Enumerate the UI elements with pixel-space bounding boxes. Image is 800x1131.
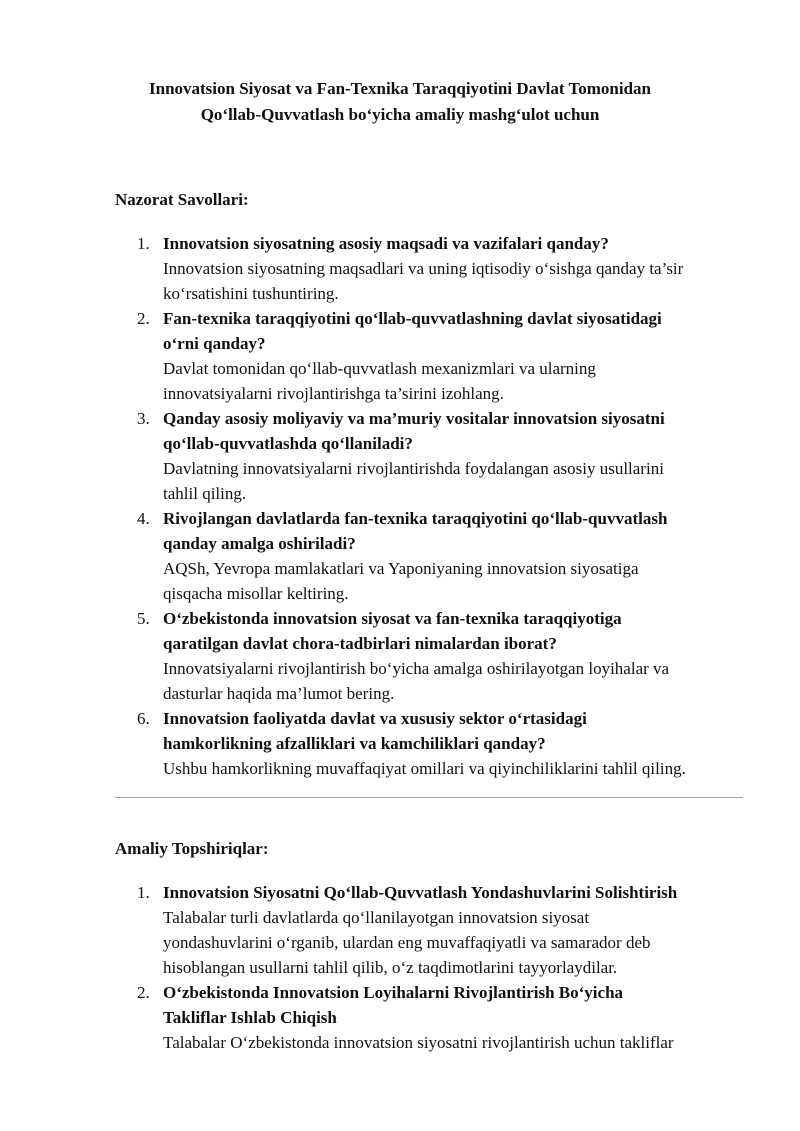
item-description-line: qisqacha misollar keltiring. [163, 584, 349, 603]
list-item [115, 706, 755, 781]
item-description-line: Davlat tomonidan qo‘llab-quvvatlash mexanizmlari va ularning [163, 359, 596, 378]
title-line-1: Innovatsion Siyosat va Fan-Texnika Taraqqiyotini Davlat Tomonidan [149, 79, 651, 98]
item-number: 2. [137, 983, 150, 1002]
document-title [60, 76, 740, 128]
item-description-line: Davlatning innovatsiyalarni rivojlantirishda foydalangan asosiy usullarini [163, 459, 664, 478]
item-question-line: qanday amalga oshiriladi? [163, 534, 356, 553]
item-question-line: Innovatsion siyosatning asosiy maqsadi va vazifalari qanday? [163, 234, 609, 253]
item-description-line: yondashuvlarini o‘rganib, ulardan eng muvaffaqiyatli va samarador deb [163, 933, 651, 952]
list-item [115, 406, 755, 506]
item-number: 1. [137, 234, 150, 253]
list-item [115, 880, 755, 980]
amaliy-list [115, 880, 755, 1055]
title-line-2: Qo‘llab-Quvvatlash bo‘yicha amaliy mashg‘ulot uchun [200, 105, 600, 124]
item-description-line: innovatsiyalarni rivojlantirishga ta’sirini izohlang. [163, 384, 504, 403]
item-description-line: Talabalar turli davlatlarda qo‘llanilayotgan innovatsion siyosat [163, 908, 590, 927]
item-number: 4. [137, 509, 150, 528]
item-question-line: o‘rni qanday? [163, 334, 266, 353]
item-question-line: qo‘llab-quvvatlashda qo‘llaniladi? [163, 434, 413, 453]
item-description-line: hisoblangan usullarni tahlil qilib, o‘z taqdimotlarini tayyorlaydilar. [163, 958, 618, 977]
item-question-line: hamkorlikning afzalliklari va kamchiliklari qanday? [163, 734, 546, 753]
list-item [115, 980, 755, 1055]
item-description-line: tahlil qiling. [163, 484, 247, 503]
section-divider [115, 797, 743, 798]
item-description-line: AQSh, Yevropa mamlakatlari va Yaponiyaning innovatsion siyosatiga [163, 559, 639, 578]
item-number: 6. [137, 709, 150, 728]
item-description-line: dasturlar haqida ma’lumot bering. [163, 684, 395, 703]
list-item [115, 306, 755, 406]
item-question-line: Takliflar Ishlab Chiqish [163, 1008, 337, 1027]
nazorat-list [115, 231, 755, 781]
list-item [115, 506, 755, 606]
item-description-line: Talabalar O‘zbekistonda innovatsion siyosatni rivojlantirish uchun takliflar [163, 1033, 674, 1052]
item-description-line: ko‘rsatishini tushuntiring. [163, 284, 339, 303]
item-description-line: Innovatsiyalarni rivojlantirish bo‘yicha amalga oshirilayotgan loyihalar va [163, 659, 670, 678]
item-number: 3. [137, 409, 150, 428]
item-question-line: qaratilgan davlat chora-tadbirlari nimalardan iborat? [163, 634, 557, 653]
item-question-line: Innovatsion Siyosatni Qo‘llab-Quvvatlash Yondashuvlarini Solishtirish [163, 883, 678, 902]
item-description-line: Ushbu hamkorlikning muvaffaqiyat omillari va qiyinchiliklarini tahlil qiling. [163, 759, 686, 778]
item-number: 1. [137, 883, 150, 902]
item-question-line: Innovatsion faoliyatda davlat va xususiy sektor o‘rtasidagi [163, 709, 587, 728]
item-question-line: O‘zbekistonda innovatsion siyosat va fan-texnika taraqqiyotiga [163, 609, 622, 628]
item-question-line: O‘zbekistonda Innovatsion Loyihalarni Rivojlantirish Bo‘yicha [163, 983, 624, 1002]
amaliy-heading: Amaliy Topshiriqlar: [115, 839, 269, 858]
item-question-line: Fan-texnika taraqqiyotini qo‘llab-quvvatlashning davlat siyosatidagi [163, 309, 662, 328]
nazorat-heading: Nazorat Savollari: [115, 190, 249, 209]
item-question-line: Qanday asosiy moliyaviy va ma’muriy vositalar innovatsion siyosatni [163, 409, 665, 428]
item-question-line: Rivojlangan davlatlarda fan-texnika taraqqiyotini qo‘llab-quvvatlash [163, 509, 668, 528]
item-number: 5. [137, 609, 150, 628]
item-description-line: Innovatsion siyosatning maqsadlari va uning iqtisodiy o‘sishga qanday ta’sir [163, 259, 684, 278]
item-number: 2. [137, 309, 150, 328]
list-item [115, 231, 755, 306]
list-item [115, 606, 755, 706]
